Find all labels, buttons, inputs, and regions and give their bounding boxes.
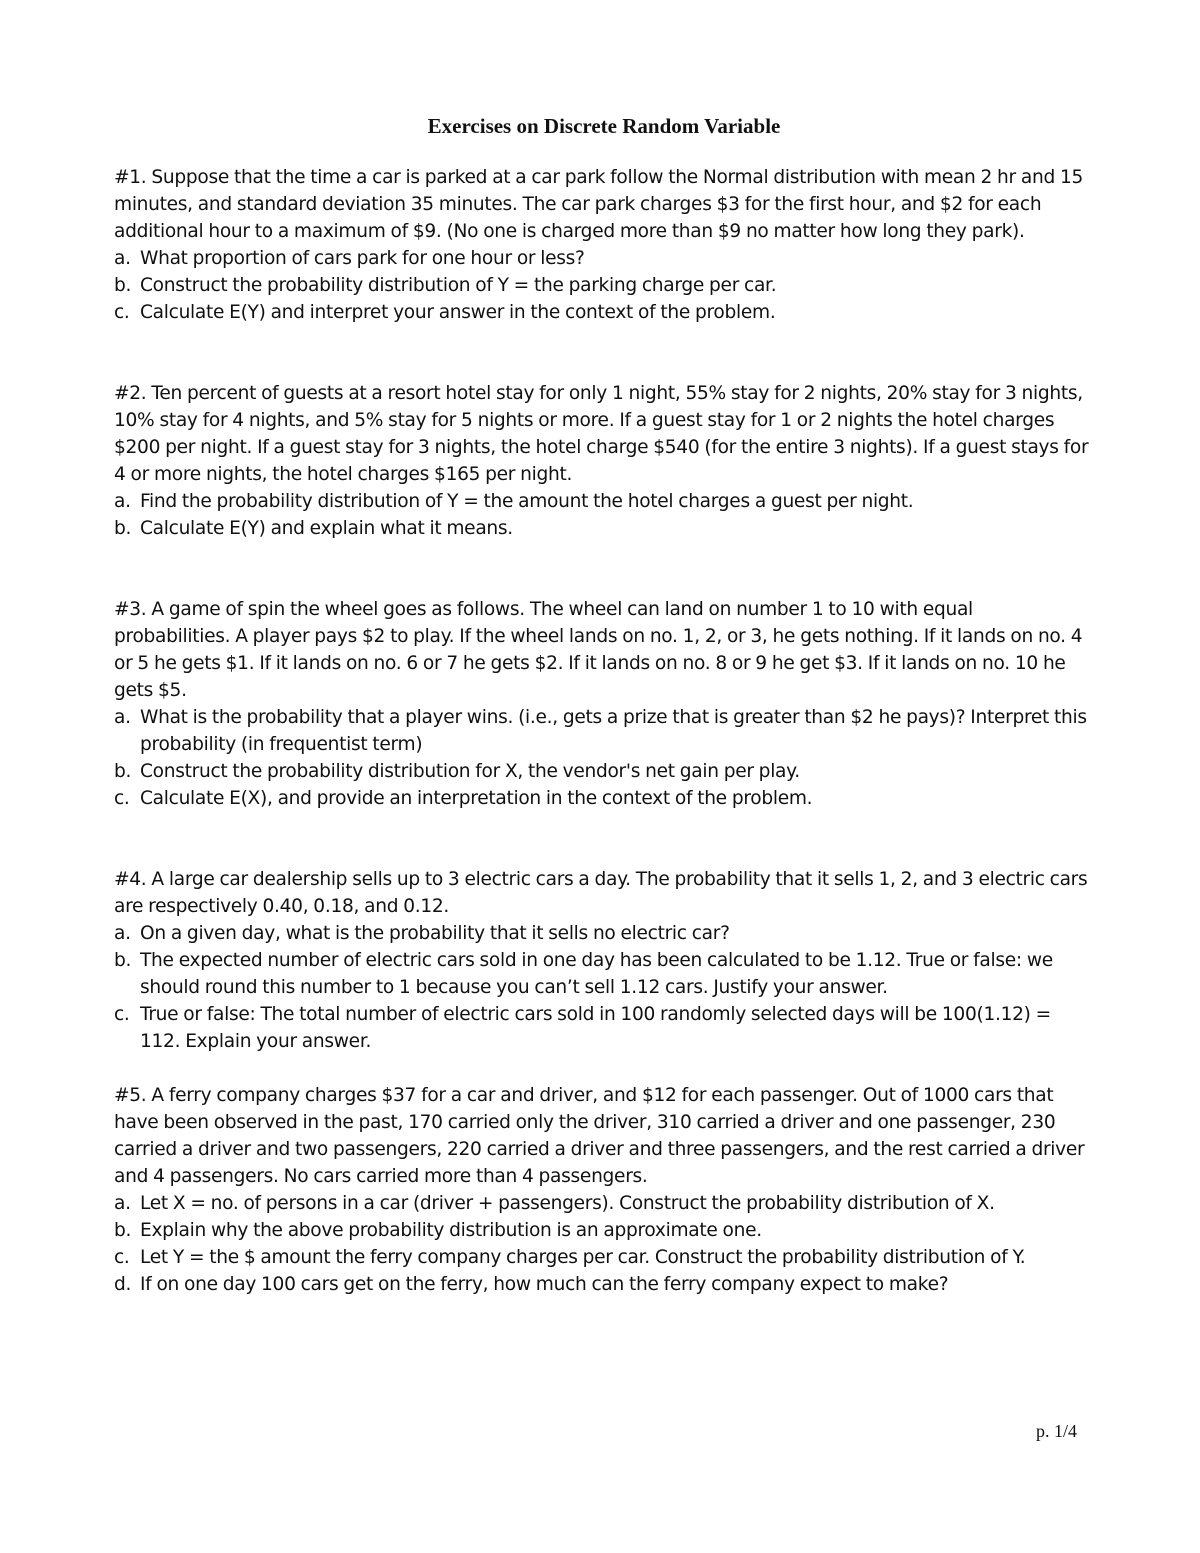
exercise-5-item-b	[114, 1217, 1094, 1244]
exercise-2-item-a	[114, 488, 1094, 515]
exercise-3-text: #3. A game of spin the wheel goes as follows. The wheel can land on number 1 to 10 with equal probabilities. A player pays $2 to play. If the wheel lands on no. 1, 2, or 3, he gets nothing. If it lands on no. 4 or 5 he gets $1. If it lands on no. 6 or 7 he gets $2. If it lands on no. 8 or 9 he get $3. If it lands on no. 10 he gets $5.	[114, 599, 1083, 701]
exercise-4-text: #4. A large car dealership sells up to 3 electric cars a day. The probability that it sells 1, 2, and 3 electric cars are respectively 0.40, 0.18, and 0.12.	[114, 869, 1088, 917]
exercise-5-item-c	[114, 1244, 1094, 1271]
item-text: Let Y = the $ amount the ferry company charges per car. Construct the probability distribution of Y.	[140, 1247, 1026, 1268]
item-text: Construct the probability distribution for X, the vendor's net gain per play.	[140, 761, 800, 782]
exercise-1-item-b	[114, 272, 1094, 299]
item-text: Calculate E(Y) and interpret your answer in the context of the problem.	[140, 302, 776, 323]
exercise-3-items	[114, 704, 1094, 812]
item-text: What is the probability that a player wins. (i.e., gets a prize that is greater than $2 he pays)? Interpret this probability (in frequentist term)	[140, 707, 1087, 755]
item-text: Construct the probability distribution of Y = the parking charge per car.	[140, 275, 777, 296]
item-letter: c.	[114, 302, 130, 323]
item-letter: a.	[114, 248, 131, 269]
item-letter: a.	[114, 491, 131, 512]
item-text: What proportion of cars park for one hour or less?	[140, 248, 585, 269]
document-page	[114, 110, 1094, 1298]
item-text: Explain why the above probability distribution is an approximate one.	[140, 1220, 762, 1241]
item-text: The expected number of electric cars sold in one day has been calculated to be 1.12. True or false: we should round this number to 1 because you can’t sell 1.12 cars. Justify your answer.	[140, 950, 1053, 998]
item-text: Calculate E(Y) and explain what it means.	[140, 518, 513, 539]
exercise-2-items	[114, 488, 1094, 542]
item-letter: a.	[114, 923, 131, 944]
page-title: Exercises on Discrete Random Variable	[427, 114, 781, 138]
exercise-2-item-b	[114, 515, 1094, 542]
exercise-1-item-c	[114, 299, 1094, 326]
item-letter: b.	[114, 1220, 132, 1241]
exercise-1-text: #1. Suppose that the time a car is parked at a car park follow the Normal distribution with mean 2 hr and 15 minutes, and standard deviation 35 minutes. The car park charges $3 for the first hour, and $2 for each additional hour to a maximum of $9. (No one is charged more than $9 no matter how long they park).	[114, 167, 1084, 242]
exercise-4	[114, 866, 1094, 1055]
exercise-2	[114, 380, 1094, 542]
item-letter: b.	[114, 761, 132, 782]
exercise-3	[114, 596, 1094, 812]
item-letter: c.	[114, 1004, 130, 1025]
exercise-4-items	[114, 920, 1094, 1055]
item-text: If on one day 100 cars get on the ferry, how much can the ferry company expect to make?	[140, 1274, 949, 1295]
item-text: On a given day, what is the probability that it sells no electric car?	[140, 923, 730, 944]
item-letter: c.	[114, 788, 130, 809]
item-text: Calculate E(X), and provide an interpretation in the context of the problem.	[140, 788, 813, 809]
exercise-4-item-c	[114, 1001, 1094, 1055]
item-letter: a.	[114, 1193, 131, 1214]
exercise-2-text: #2. Ten percent of guests at a resort hotel stay for only 1 night, 55% stay for 2 nights, 20% stay for 3 nights, 10% stay for 4 nights, and 5% stay for 5 nights or more. If a guest stay for 1 or 2 nights the hotel charges $200 per night. If a guest stay for 3 nights, the hotel charge $540 (for the entire 3 nights). If a guest stays for 4 or more nights, the hotel charges $165 per night.	[114, 383, 1089, 485]
item-text: True or false: The total number of electric cars sold in 100 randomly selected days will be 100(1.12) = 112. Explain your answer.	[140, 1004, 1051, 1052]
exercise-1-items	[114, 245, 1094, 326]
item-letter: d.	[114, 1274, 132, 1295]
exercise-5-item-a	[114, 1190, 1094, 1217]
exercise-3-item-c	[114, 785, 1094, 812]
item-letter: a.	[114, 707, 131, 728]
page-number: p. 1/4	[1036, 1421, 1078, 1441]
exercise-3-item-a	[114, 704, 1094, 758]
exercise-4-item-b	[114, 947, 1094, 1001]
exercise-5-items	[114, 1190, 1094, 1298]
item-letter: b.	[114, 518, 132, 539]
item-letter: b.	[114, 275, 132, 296]
exercise-5-text: #5. A ferry company charges $37 for a car and driver, and $12 for each passenger. Out of 1000 cars that have been observed in the past, 170 carried only the driver, 310 carried a driver and one passenger, 230 carried a driver and two passengers, 220 carried a driver and three passengers, and the rest carried a driver and 4 passengers. No cars carried more than 4 passengers.	[114, 1085, 1085, 1187]
item-letter: b.	[114, 950, 132, 971]
exercise-3-item-b	[114, 758, 1094, 785]
exercise-5-item-d	[114, 1271, 1094, 1298]
exercise-5	[114, 1082, 1094, 1298]
exercise-4-item-a	[114, 920, 1094, 947]
exercise-1	[114, 164, 1094, 326]
exercise-1-item-a	[114, 245, 1094, 272]
item-text: Let X = no. of persons in a car (driver + passengers). Construct the probability distribution of X.	[140, 1193, 995, 1214]
item-letter: c.	[114, 1247, 130, 1268]
item-text: Find the probability distribution of Y = the amount the hotel charges a guest per night.	[140, 491, 914, 512]
